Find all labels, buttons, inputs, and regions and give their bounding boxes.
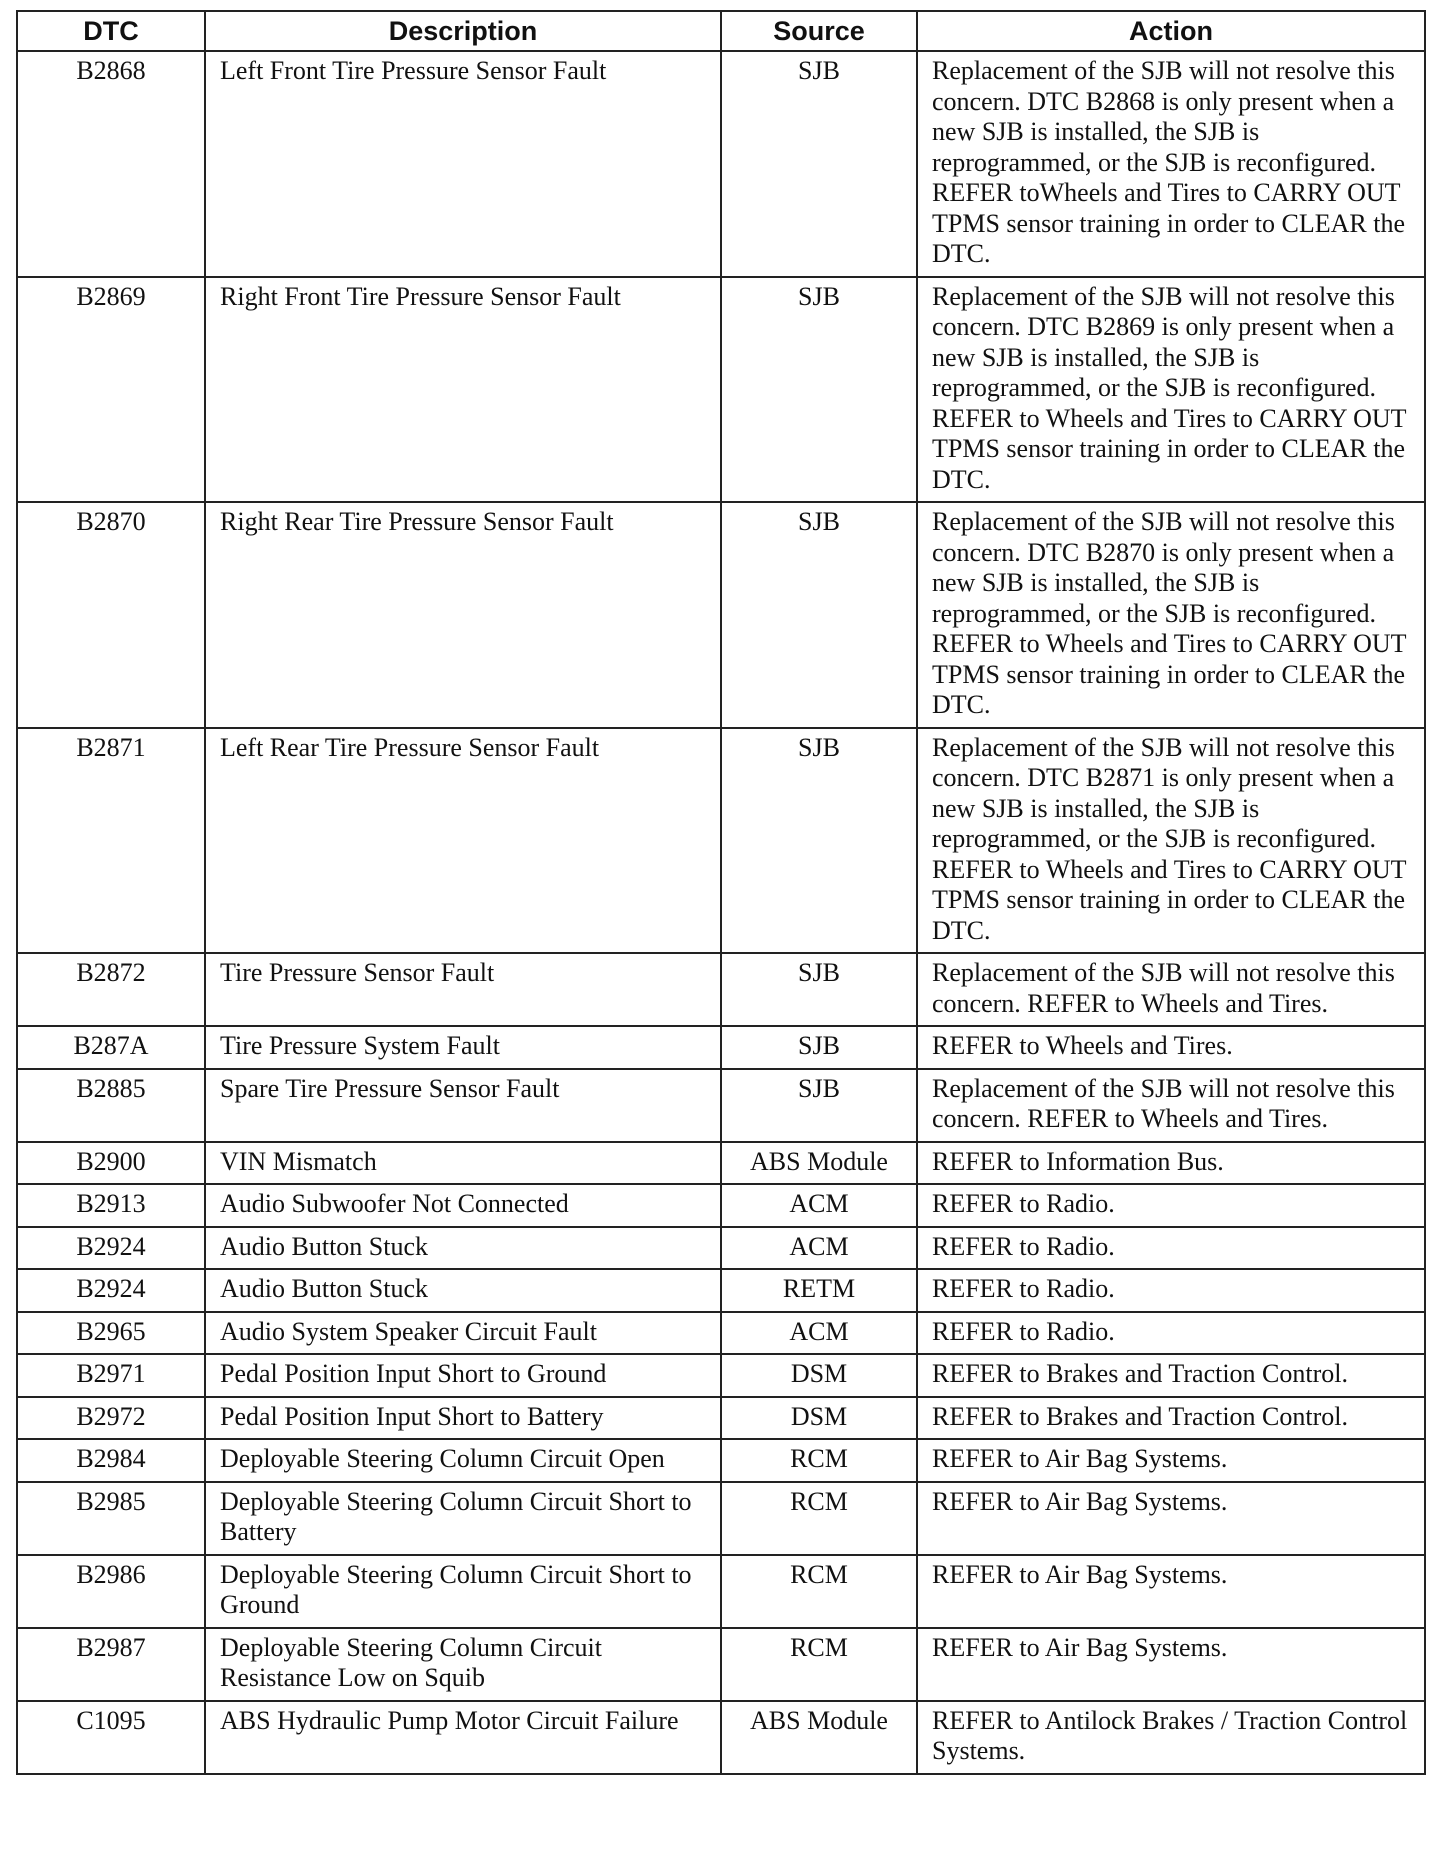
dtc-action: REFER to Air Bag Systems. [917, 1628, 1425, 1701]
dtc-source: SJB [721, 1069, 917, 1142]
table-row [17, 1628, 1425, 1701]
dtc-description: Tire Pressure System Fault [205, 1026, 721, 1069]
dtc-code: B2987 [17, 1628, 205, 1701]
table-row [17, 1701, 1425, 1774]
dtc-source: ABS Module [721, 1142, 917, 1185]
dtc-code: B2900 [17, 1142, 205, 1185]
dtc-description: Pedal Position Input Short to Ground [205, 1354, 721, 1397]
dtc-description: Deployable Steering Column Circuit Open [205, 1439, 721, 1482]
dtc-source: RETM [721, 1269, 917, 1312]
dtc-code: B2872 [17, 953, 205, 1026]
table-row [17, 728, 1425, 954]
dtc-source: RCM [721, 1555, 917, 1628]
dtc-action: REFER to Brakes and Traction Control. [917, 1397, 1425, 1440]
dtc-code: B2924 [17, 1227, 205, 1270]
dtc-table [16, 10, 1426, 1775]
dtc-source: ACM [721, 1184, 917, 1227]
dtc-description: ABS Hydraulic Pump Motor Circuit Failure [205, 1701, 721, 1774]
dtc-code: B2869 [17, 277, 205, 503]
dtc-action: REFER to Air Bag Systems. [917, 1555, 1425, 1628]
dtc-code: C1095 [17, 1701, 205, 1774]
table-row [17, 502, 1425, 728]
header-source: Source [721, 11, 917, 51]
dtc-code: B287A [17, 1026, 205, 1069]
table-row [17, 1555, 1425, 1628]
table-row [17, 277, 1425, 503]
dtc-description: Right Front Tire Pressure Sensor Fault [205, 277, 721, 503]
dtc-source: ACM [721, 1312, 917, 1355]
dtc-code: B2985 [17, 1482, 205, 1555]
dtc-source: DSM [721, 1397, 917, 1440]
table-row [17, 1227, 1425, 1270]
dtc-code: B2913 [17, 1184, 205, 1227]
dtc-source: RCM [721, 1439, 917, 1482]
table-row [17, 1482, 1425, 1555]
dtc-action: REFER to Air Bag Systems. [917, 1439, 1425, 1482]
table-row [17, 1397, 1425, 1440]
dtc-action: REFER to Radio. [917, 1227, 1425, 1270]
dtc-description: Deployable Steering Column Circuit Resistance Low on Squib [205, 1628, 721, 1701]
table-row [17, 1269, 1425, 1312]
dtc-action: REFER to Radio. [917, 1269, 1425, 1312]
dtc-code: B2868 [17, 51, 205, 277]
dtc-description: Audio System Speaker Circuit Fault [205, 1312, 721, 1355]
table-row [17, 1312, 1425, 1355]
dtc-code: B2924 [17, 1269, 205, 1312]
dtc-source: RCM [721, 1482, 917, 1555]
dtc-code: B2885 [17, 1069, 205, 1142]
table-row [17, 1439, 1425, 1482]
dtc-source: DSM [721, 1354, 917, 1397]
dtc-description: Left Rear Tire Pressure Sensor Fault [205, 728, 721, 954]
dtc-action: REFER to Wheels and Tires. [917, 1026, 1425, 1069]
dtc-action: Replacement of the SJB will not resolve this concern. DTC B2870 is only present when a new SJB is installed, the SJB is reprogrammed, or the SJB is reconfigured. REFER to Wheels and Tires to CARRY OUT TPMS sensor training in order to CLEAR the DTC. [917, 502, 1425, 728]
dtc-description: Deployable Steering Column Circuit Short to Ground [205, 1555, 721, 1628]
dtc-source: SJB [721, 1026, 917, 1069]
dtc-action: REFER to Antilock Brakes / Traction Control Systems. [917, 1701, 1425, 1774]
table-row [17, 51, 1425, 277]
header-description: Description [205, 11, 721, 51]
dtc-source: ACM [721, 1227, 917, 1270]
dtc-action: REFER to Radio. [917, 1184, 1425, 1227]
dtc-code: B2870 [17, 502, 205, 728]
dtc-description: Audio Subwoofer Not Connected [205, 1184, 721, 1227]
dtc-code: B2965 [17, 1312, 205, 1355]
dtc-action: Replacement of the SJB will not resolve this concern. DTC B2868 is only present when a new SJB is installed, the SJB is reprogrammed, or the SJB is reconfigured. REFER toWheels and Tires to CARRY OUT TPMS sensor training in order to CLEAR the DTC. [917, 51, 1425, 277]
dtc-source: SJB [721, 502, 917, 728]
table-row [17, 1354, 1425, 1397]
dtc-action: REFER to Air Bag Systems. [917, 1482, 1425, 1555]
dtc-action: Replacement of the SJB will not resolve this concern. REFER to Wheels and Tires. [917, 1069, 1425, 1142]
dtc-description: Spare Tire Pressure Sensor Fault [205, 1069, 721, 1142]
dtc-source: SJB [721, 277, 917, 503]
dtc-source: SJB [721, 51, 917, 277]
table-row [17, 1142, 1425, 1185]
dtc-action: Replacement of the SJB will not resolve this concern. DTC B2869 is only present when a new SJB is installed, the SJB is reprogrammed, or the SJB is reconfigured. REFER to Wheels and Tires to CARRY OUT TPMS sensor training in order to CLEAR the DTC. [917, 277, 1425, 503]
dtc-action: REFER to Brakes and Traction Control. [917, 1354, 1425, 1397]
dtc-code: B2986 [17, 1555, 205, 1628]
dtc-code: B2984 [17, 1439, 205, 1482]
dtc-description: Deployable Steering Column Circuit Short to Battery [205, 1482, 721, 1555]
table-row [17, 1026, 1425, 1069]
dtc-description: Audio Button Stuck [205, 1227, 721, 1270]
header-action: Action [917, 11, 1425, 51]
dtc-description: VIN Mismatch [205, 1142, 721, 1185]
dtc-code: B2972 [17, 1397, 205, 1440]
dtc-source: SJB [721, 728, 917, 954]
dtc-source: RCM [721, 1628, 917, 1701]
header-row [17, 11, 1425, 51]
dtc-action: REFER to Radio. [917, 1312, 1425, 1355]
table-row [17, 953, 1425, 1026]
dtc-description: Tire Pressure Sensor Fault [205, 953, 721, 1026]
dtc-description: Left Front Tire Pressure Sensor Fault [205, 51, 721, 277]
dtc-action: Replacement of the SJB will not resolve this concern. REFER to Wheels and Tires. [917, 953, 1425, 1026]
dtc-code: B2971 [17, 1354, 205, 1397]
dtc-source: ABS Module [721, 1701, 917, 1774]
dtc-action: REFER to Information Bus. [917, 1142, 1425, 1185]
header-dtc: DTC [17, 11, 205, 51]
dtc-description: Audio Button Stuck [205, 1269, 721, 1312]
dtc-source: SJB [721, 953, 917, 1026]
dtc-description: Pedal Position Input Short to Battery [205, 1397, 721, 1440]
dtc-code: B2871 [17, 728, 205, 954]
dtc-description: Right Rear Tire Pressure Sensor Fault [205, 502, 721, 728]
table-row [17, 1069, 1425, 1142]
dtc-action: Replacement of the SJB will not resolve this concern. DTC B2871 is only present when a new SJB is installed, the SJB is reprogrammed, or the SJB is reconfigured. REFER to Wheels and Tires to CARRY OUT TPMS sensor training in order to CLEAR the DTC. [917, 728, 1425, 954]
table-row [17, 1184, 1425, 1227]
